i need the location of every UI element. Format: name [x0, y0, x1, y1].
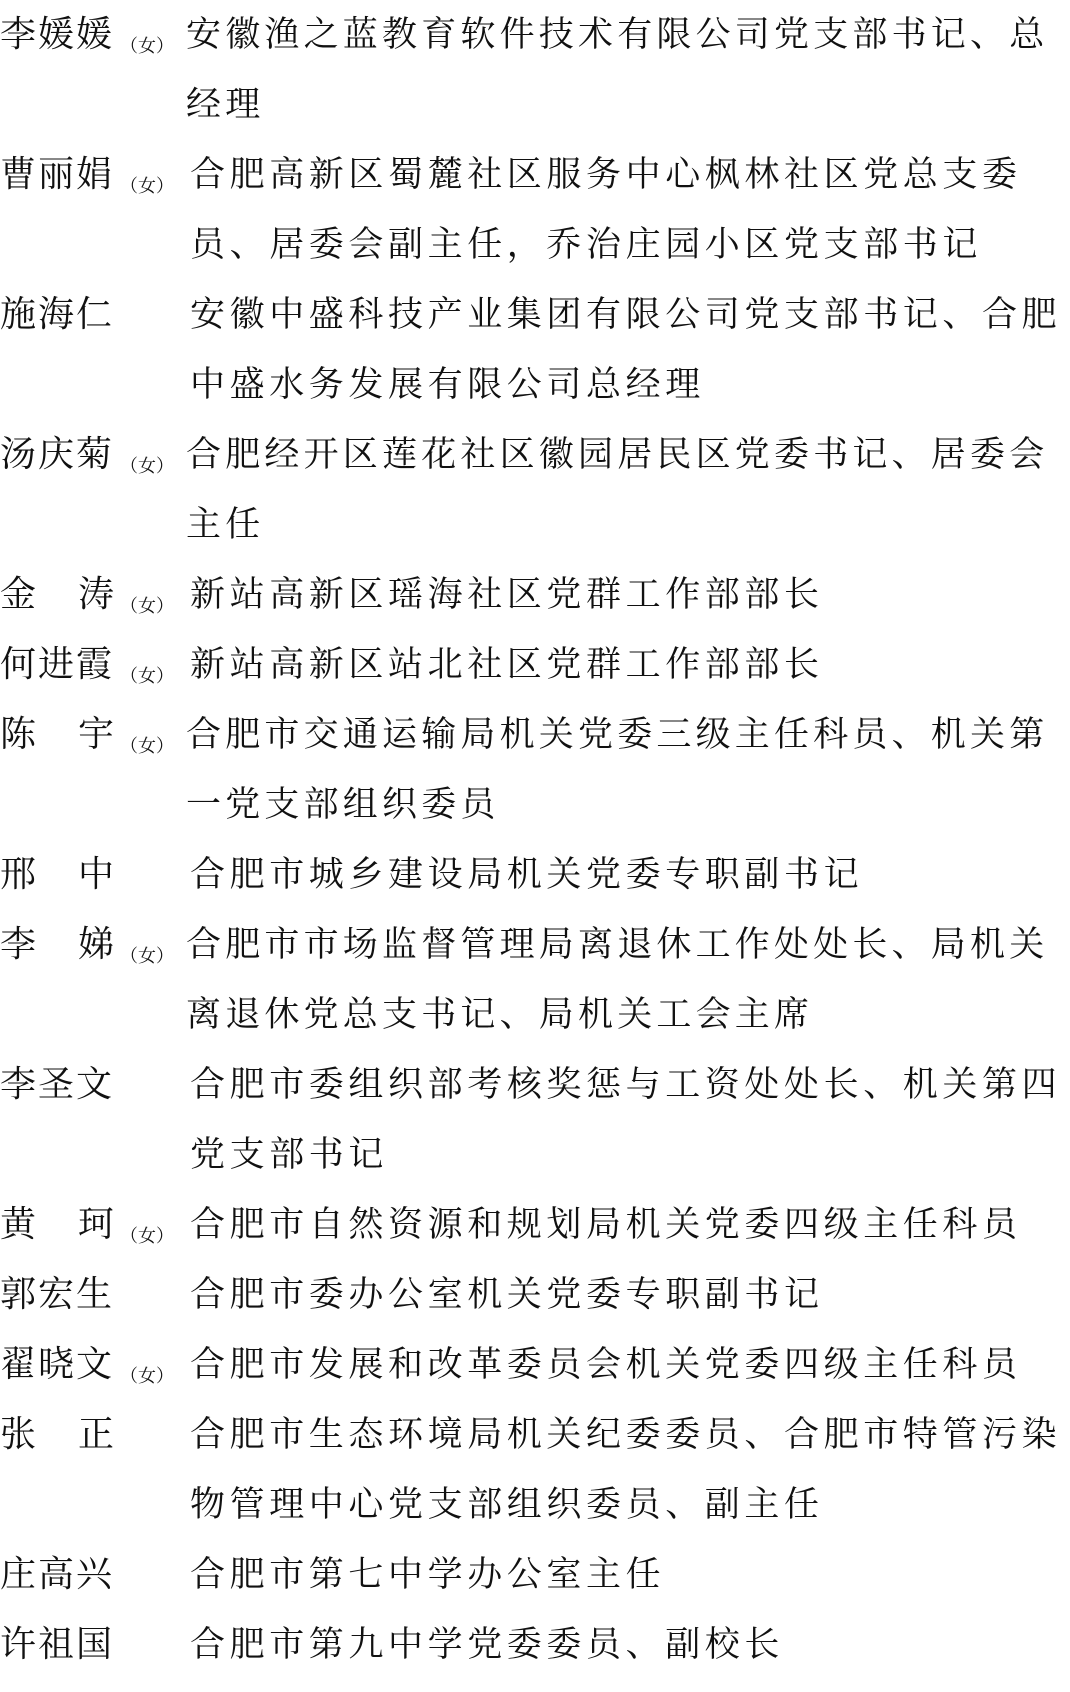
- person-name: [0, 140, 185, 222]
- position-description: 合肥市委组织部考核奖惩与工资处处长、机关第四党支部书记: [190, 1065, 1062, 1175]
- list-item: [0, 0, 1070, 140]
- gender-note: （女）: [120, 36, 175, 57]
- gender-note: （女）: [120, 946, 175, 967]
- list-item: [0, 1190, 1070, 1260]
- position-description: 新站高新区瑶海社区党群工作部部长: [190, 575, 824, 615]
- list-item: [0, 1050, 1070, 1190]
- name-char-1: 陈: [0, 714, 37, 755]
- name-text: [0, 714, 114, 755]
- name-text: [0, 574, 114, 615]
- gender-note: （女）: [120, 666, 175, 687]
- name-char-2: 娣: [78, 924, 115, 965]
- list-item: [0, 1260, 1070, 1330]
- position-description: 合肥市第九中学党委委员、副校长: [190, 1625, 785, 1665]
- position-description: 新站高新区站北社区党群工作部部长: [190, 645, 824, 685]
- position-description: 安徽中盛科技产业集团有限公司党支部书记、合肥中盛水务发展有限公司总经理: [190, 295, 1062, 405]
- list-item: [0, 420, 1070, 560]
- list-item: [0, 1400, 1070, 1540]
- name-text: 何进霞: [0, 644, 115, 685]
- position-description: 合肥市自然资源和规划局机关党委四级主任科员: [190, 1205, 1022, 1245]
- list-item: [0, 630, 1070, 700]
- name-text: 李圣文: [0, 1064, 115, 1105]
- list-item: [0, 910, 1070, 1050]
- name-char-2: 珂: [78, 1204, 115, 1245]
- person-name: [0, 1050, 185, 1132]
- position-description: 合肥市发展和改革委员会机关党委四级主任科员: [190, 1345, 1022, 1385]
- name-text: [0, 1204, 114, 1245]
- position-description: 合肥市生态环境局机关纪委委员、合肥市特管污染物管理中心党支部组织委员、副主任: [190, 1415, 1062, 1525]
- list-item: [0, 1610, 1070, 1680]
- name-char-2: 正: [78, 1414, 115, 1455]
- name-text: 郭宏生: [0, 1274, 115, 1315]
- position-description: 合肥市交通运输局机关党委三级主任科员、机关第一党支部组织委员: [186, 715, 1049, 825]
- list-item: [0, 1330, 1070, 1400]
- name-text: 曹丽娟: [0, 154, 115, 195]
- person-name: [0, 420, 185, 502]
- gender-note: （女）: [120, 596, 175, 617]
- position-description: 合肥高新区蜀麓社区服务中心枫林社区党总支委员、居委会副主任，乔治庄园小区党支部书记: [190, 155, 1022, 265]
- list-item: [0, 280, 1070, 420]
- name-char-1: 李: [0, 924, 37, 965]
- name-text: 施海仁: [0, 294, 115, 335]
- name-char-1: 邢: [0, 854, 37, 895]
- position-description: 合肥经开区莲花社区徽园居民区党委书记、居委会主任: [186, 435, 1049, 545]
- name-char-1: 金: [0, 574, 37, 615]
- name-char-1: 黄: [0, 1204, 37, 1245]
- name-text: [0, 854, 114, 895]
- person-name: [0, 1400, 185, 1482]
- person-name: [0, 1610, 185, 1692]
- position-description: 合肥市城乡建设局机关党委专职副书记: [190, 855, 864, 895]
- gender-note: （女）: [120, 176, 175, 197]
- person-name: [0, 0, 185, 82]
- list-item: [0, 840, 1070, 910]
- name-char-2: 中: [78, 854, 115, 895]
- position-description: 合肥市委办公室机关党委专职副书记: [190, 1275, 824, 1315]
- person-name: [0, 280, 185, 362]
- list-item: [0, 560, 1070, 630]
- name-char-2: 宇: [78, 714, 115, 755]
- name-text: [0, 1414, 114, 1455]
- gender-note: （女）: [120, 1366, 175, 1387]
- name-char-2: 涛: [78, 574, 115, 615]
- gender-note: （女）: [120, 456, 175, 477]
- name-text: 许祖国: [0, 1624, 115, 1665]
- name-char-1: 张: [0, 1414, 37, 1455]
- position-description: 合肥市市场监督管理局离退休工作处处长、局机关离退休党总支书记、局机关工会主席: [186, 925, 1049, 1035]
- name-text: 汤庆菊: [0, 434, 115, 475]
- list-item: [0, 140, 1070, 280]
- gender-note: （女）: [120, 1226, 175, 1247]
- list-item: [0, 1540, 1070, 1610]
- gender-note: （女）: [120, 736, 175, 757]
- person-name: [0, 910, 185, 992]
- position-description: 合肥市第七中学办公室主任: [190, 1555, 666, 1595]
- name-text: 李媛媛: [0, 14, 115, 55]
- name-text: [0, 924, 114, 965]
- name-text: 庄高兴: [0, 1554, 115, 1595]
- person-name: [0, 700, 185, 782]
- position-description: 安徽渔之蓝教育软件技术有限公司党支部书记、总经理: [186, 15, 1049, 125]
- list-item: [0, 700, 1070, 840]
- name-text: 翟晓文: [0, 1344, 115, 1385]
